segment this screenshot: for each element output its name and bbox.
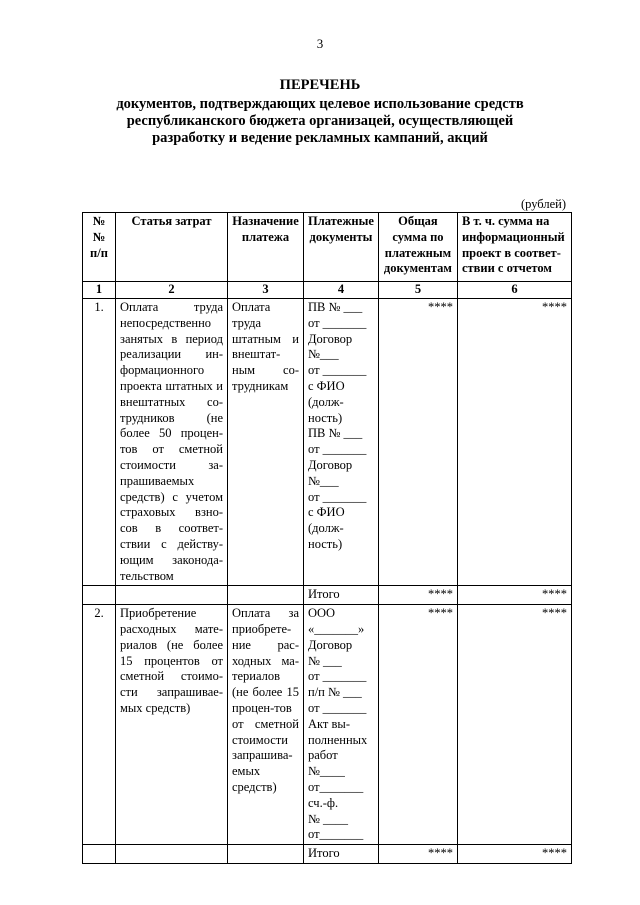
subtotal-total: **** [378,845,457,864]
col-number: 2 [116,282,228,299]
page-number: 3 [316,36,324,51]
subtotal-total: **** [378,586,457,605]
subtitle-line: разработку и ведение рекламных кампаний, акций [152,130,488,146]
document-subtitle [70,96,570,147]
table-header-row [83,213,572,282]
doc-line: ПВ № ___ [308,300,363,314]
row-docs [304,605,379,845]
header-total: Общая сумма по платежным документам [378,213,457,282]
doc-line: «_______» [308,621,365,636]
doc-line: от _______ [308,669,367,684]
header-num: №№ п/п [83,213,116,282]
header-item: Статья затрат [116,213,228,282]
doc-line: № ___ [308,653,342,668]
doc-line: Договор [308,457,353,472]
col-number: 3 [228,282,304,299]
table-row [83,299,572,586]
doc-line: (долж- [308,521,344,536]
row-item: Оплата труда непосредственно занятых в период реализации ин-формационного проекта штатных и внештатных со-трудников (не более 50 процен-тов от сметной стоимости за-прашиваемых средств) с учетом страховых взно-сов в соответ-ствии с действу-ющим законода-тельством [116,299,228,586]
doc-line: от _______ [308,442,367,457]
row-purpose: Оплата труда штатным и внештат-ным со-трудникам [228,299,304,586]
doc-line: ность) [308,536,343,551]
subtotal-label: Итого [304,586,379,605]
doc-line: от _______ [308,315,367,330]
doc-line: с ФИО [308,378,345,393]
subtotal-label: Итого [304,845,379,864]
doc-line: сч.-ф. [308,795,339,810]
doc-line: №___ [308,473,339,488]
row-project: **** [457,605,571,845]
row-total: **** [378,299,457,586]
subtitle-line: документов, подтверждающих целевое использование средств [116,96,524,112]
subtotal-project: **** [457,845,571,864]
doc-line: от _______ [308,700,367,715]
row-docs [304,299,379,586]
subtitle-line: республиканского бюджета организацей, осуществляющей [126,113,514,129]
row-total: **** [378,605,457,845]
header-docs: Платежные документы [304,213,379,282]
doc-line: от_______ [308,827,364,842]
subtotal-project: **** [457,586,571,605]
col-number: 5 [378,282,457,299]
doc-line: полненных [308,732,368,747]
subtotal-row [83,845,572,864]
documents-table [82,212,572,864]
doc-line: Акт вы- [308,716,350,731]
doc-line: №___ [308,347,339,362]
header-purpose: Назначение платежа [228,213,304,282]
doc-line: п/п № ___ [308,685,362,700]
units-label: (рублей) [520,197,566,211]
doc-line: ность) [308,410,343,425]
doc-line: ПВ № ___ [308,426,363,441]
doc-line: Договор [308,331,353,346]
row-purpose: Оплата за приобрете-ние рас-ходных ма-териалов (не более 15 процен-тов от сметной стоимости запрашива-емых средств) [228,605,304,845]
doc-line: от_______ [308,779,364,794]
doc-line: с ФИО [308,505,345,520]
col-number: 1 [83,282,116,299]
header-project: В т. ч. сумма на информационный проект в соответ-ствии с отчетом [457,213,571,282]
row-project: **** [457,299,571,586]
doc-line: ООО [308,606,336,621]
doc-line: работ [308,748,338,763]
doc-line: (долж- [308,394,344,409]
col-number: 4 [304,282,379,299]
document-title: ПЕРЕЧЕНЬ [279,77,361,93]
doc-line: от _______ [308,489,367,504]
row-number: 1. [83,299,116,586]
col-number: 6 [457,282,571,299]
doc-line: №____ [308,764,345,779]
doc-line: от _______ [308,363,367,378]
table-row [83,605,572,845]
row-item: Приобретение расходных мате-риалов (не более 15 процентов от сметной стоимо-сти запрашивае-мых средств) [116,605,228,845]
subtotal-row [83,586,572,605]
row-number: 2. [83,605,116,845]
doc-line: № ____ [308,811,349,826]
doc-line: Договор [308,637,353,652]
column-numbers-row [83,282,572,299]
